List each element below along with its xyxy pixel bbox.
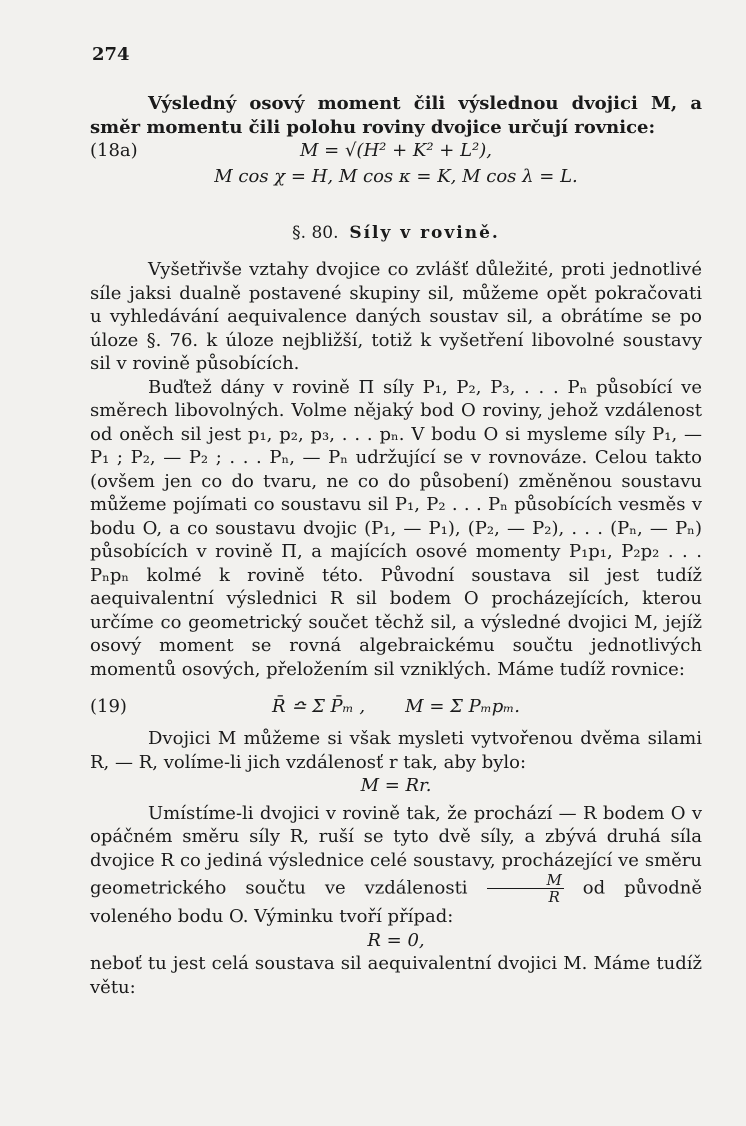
fraction-m-over-r bbox=[487, 872, 564, 905]
paragraph-5: neboť tu jest celá soustava sil aequivalentní dvojici M. Máme tudíž větu: bbox=[90, 953, 702, 998]
paragraph-2: Buďtež dány v rovině Π síly P₁, P₂, P₃, . . . Pₙ působící ve směrech libovolných. Volme nějaký bod O roviny, jehož vzdálenost od oněch sil jest p₁, p₂, p₃, . . . pₙ. V bodu O si mysleme síly P₁, — P₁ ; P₂, — P₂ ; . . . Pₙ, — Pₙ udržující se v rovnováze. Celou takto (ovšem jen co do tvaru, ne co do působení) změněnou soustavu můžeme pojímati co soustavu sil P₁, P₂ . . . Pₙ působících vesměs v bodu O, a co soustavu dvojic (P₁, — P₁), (P₂, — P₂), . . . (Pₙ, — Pₙ) působících v rovině Π, a majících osové momenty P₁p₁, P₂p₂ . . . Pₙpₙ kolmé k rovině této. Původní soustava sil jest tudíž aequivalentní výslednici R sil bodem O procházejících, kterou určíme co geometrický součet těchž sil, a výsledné dvojici M, jejíž osový moment se rovná algebraickému součtu jednotlivých momentů osových, přeložením sil vzniklých. Máme tudíž rovnice: bbox=[90, 376, 702, 680]
equation-19-body bbox=[90, 695, 702, 719]
intro-paragraph: Výsledný osový moment čili výslednou dvojici M, a směr momentu čili polohu roviny dvojice určují rovnice: bbox=[90, 93, 702, 138]
equation-label: (19) bbox=[90, 696, 127, 717]
equation-18a-second bbox=[90, 165, 702, 191]
fraction-numerator: M bbox=[487, 872, 564, 889]
paragraph-4 bbox=[90, 802, 702, 929]
section-heading bbox=[90, 222, 702, 246]
equation-label: (18a) bbox=[90, 140, 138, 161]
page-number: 274 bbox=[92, 44, 130, 65]
section-number: §. 80. bbox=[292, 223, 339, 243]
equation-18a-line1: M = √(H² + K² + L²), bbox=[300, 140, 492, 161]
equation-r-zero: R = 0, bbox=[367, 929, 425, 951]
paragraph-1: Vyšetřivše vztahy dvojice co zvlášť důležité, proti jednotlivé síle jaksi dualně postavené skupiny sil, můžeme opět pokračovati u vyhledávání aequivalence daných soustav sil, a obrátíme se po úloze §. 76. k úloze nejbližší, totiž k vyšetření libovolné soustavy sil v rovině působících. bbox=[90, 259, 702, 374]
equation-19-right: M = Σ Pₘpₘ. bbox=[405, 696, 521, 717]
fraction-denominator: R bbox=[548, 888, 560, 906]
equation-18a-line2: M cos χ = H, M cos κ = K, M cos λ = L. bbox=[214, 166, 578, 187]
paragraph-3: Dvojici M můžeme si však mysleti vytvořenou dvěma silami R, — R, volíme-li jich vzdálenosť r tak, aby bylo: bbox=[90, 728, 702, 773]
body-text bbox=[90, 258, 702, 999]
paragraph-4-end: od původně voleného bodu O. Výminku tvoří případ: bbox=[90, 877, 702, 927]
section-title: Síly v rovině. bbox=[349, 223, 500, 243]
paragraph-4-start: Umístíme-li dvojici v rovině tak, že prochází — R bodem O v opáčném směru síly R, ruší se tyto dvě síly, a zbývá druhá síla dvojice R co jediná výslednice celé soustavy, procházející ve směru geometrického součtu ve vzdálenosti bbox=[90, 802, 702, 899]
intro-block bbox=[90, 92, 702, 191]
equation-m-rr: M = Rr. bbox=[360, 775, 432, 796]
equation-19-left: R̄ ≏ Σ P̄ₘ , bbox=[271, 696, 366, 717]
equation-19 bbox=[90, 687, 702, 727]
equation-18a bbox=[90, 139, 702, 165]
